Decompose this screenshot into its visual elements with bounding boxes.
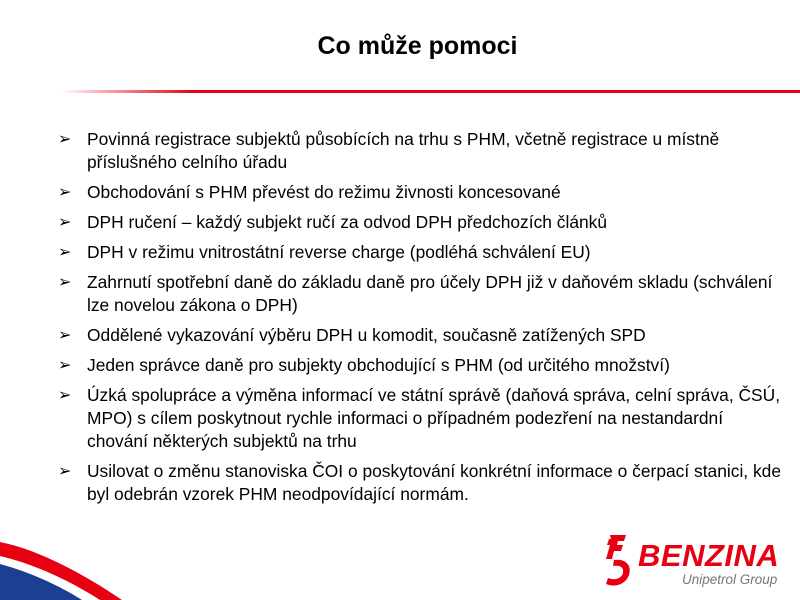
bullet-item [58, 384, 788, 453]
bullet-item [58, 241, 788, 264]
arrow-bullet-icon: ➢ [58, 131, 72, 148]
arrow-bullet-icon: ➢ [58, 184, 72, 201]
arrow-bullet-icon: ➢ [58, 274, 72, 291]
benzina-logo [600, 532, 780, 592]
bullet-text: Zahrnutí spotřební daně do základu daně pro účely DPH již v daňovém skladu (schválení lze novelou zákona o DPH) [87, 272, 773, 315]
title-divider [60, 90, 800, 93]
arrow-bullet-icon: ➢ [58, 357, 72, 374]
bullet-item [58, 271, 788, 317]
bullet-text: Oddělené vykazování výběru DPH u komodit, současně zatížených SPD [87, 325, 646, 345]
corner-swoosh-decoration [0, 520, 130, 600]
bullet-item [58, 128, 788, 174]
bullet-item [58, 181, 788, 204]
logo-wordmark: BENZINA [638, 538, 780, 573]
bullet-text: DPH v režimu vnitrostátní reverse charge (podléhá schválení EU) [87, 242, 591, 262]
bullet-text: DPH ručení – každý subjekt ručí za odvod DPH předchozích článků [87, 212, 608, 232]
bullet-item [58, 354, 788, 377]
benzina-emblem-icon [600, 532, 634, 590]
slide-title: Co může pomoci [317, 32, 518, 60]
arrow-bullet-icon: ➢ [58, 327, 72, 344]
bullet-item [58, 460, 788, 506]
bullet-text: Obchodování s PHM převést do režimu živnosti koncesované [87, 182, 561, 202]
logo-subtitle: Unipetrol Group [682, 572, 778, 587]
arrow-bullet-icon: ➢ [58, 387, 72, 404]
bullet-item [58, 324, 788, 347]
arrow-bullet-icon: ➢ [58, 244, 72, 261]
bullet-text: Úzká spolupráce a výměna informací ve státní správě (daňová správa, celní správa, ČSÚ, MPO) s cílem poskytnout rychle informaci o případném podezření na nestandardní chování některých subjektů na trhu [87, 385, 781, 451]
bullet-text: Povinná registrace subjektů působících na trhu s PHM, včetně registrace u místně příslušného celního úřadu [87, 129, 720, 172]
bullet-text: Jeden správce daně pro subjekty obchodující s PHM (od určitého množství) [87, 355, 670, 375]
bullet-item [58, 211, 788, 234]
arrow-bullet-icon: ➢ [58, 214, 72, 231]
bullet-list [58, 128, 788, 513]
bullet-text: Usilovat o změnu stanoviska ČOI o poskytování konkrétní informace o čerpací stanici, kde byl odebrán vzorek PHM neodpovídající normám. [87, 461, 782, 504]
arrow-bullet-icon: ➢ [58, 463, 72, 480]
